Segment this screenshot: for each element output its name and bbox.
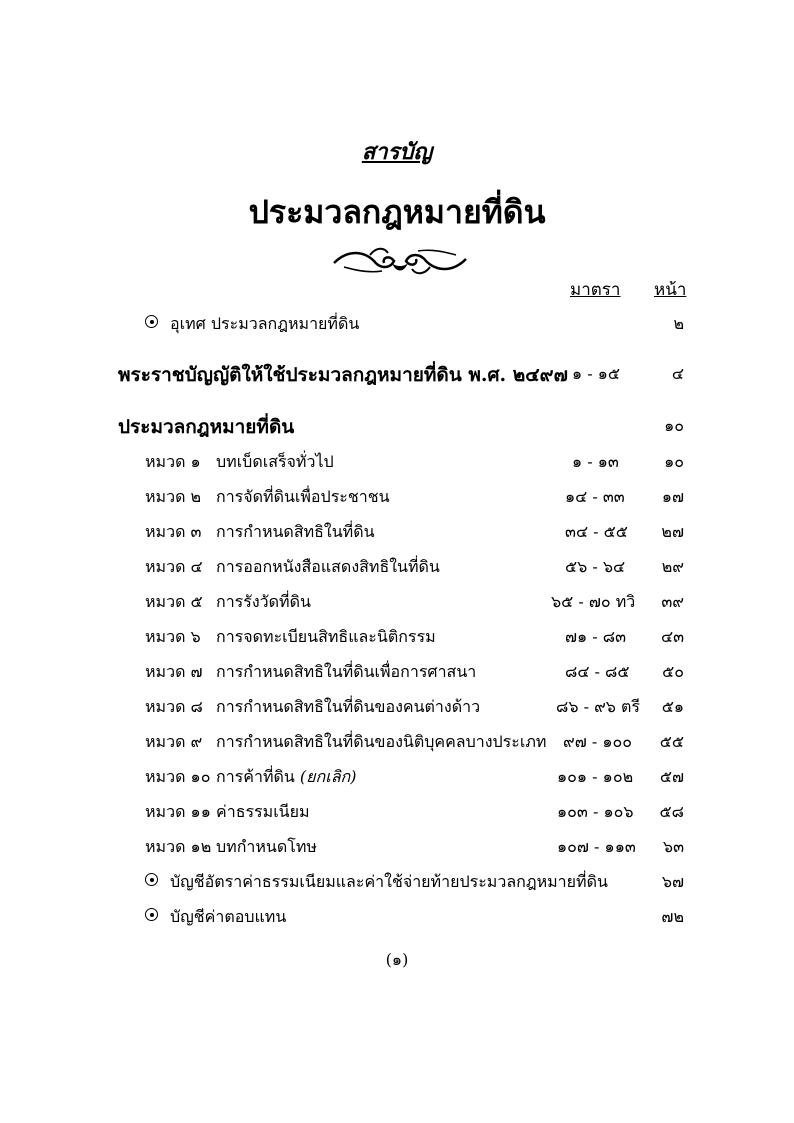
chapter-title: การกำหนดสิทธิในที่ดินของคนต่างด้าว xyxy=(216,697,481,716)
chapter-number: หมวด ๘ xyxy=(145,697,203,716)
chapter-number: หมวด ๗ xyxy=(145,662,203,681)
chapter-page: ๕๗ xyxy=(659,767,684,786)
chapter-page: ๒๙ xyxy=(661,557,684,576)
toc-chapter-row[interactable] xyxy=(0,765,794,791)
entry-title: ประมวลกฎหมายที่ดิน xyxy=(118,416,295,438)
chapter-number: หมวด ๑ xyxy=(145,452,201,471)
toc-entry-appendix[interactable] xyxy=(0,905,794,931)
chapter-title: การจัดที่ดินเพื่อประชาชน xyxy=(216,487,390,506)
chapter-page: ๑๐ xyxy=(664,452,684,471)
chapter-number: หมวด ๑๐ xyxy=(145,767,211,786)
entry-title: อุเทศ ประมวลกฎหมายที่ดิน xyxy=(170,314,360,333)
entry-page: ๖๗ xyxy=(661,872,684,891)
toc-chapter-row[interactable] xyxy=(0,590,794,616)
toc-chapter-row[interactable] xyxy=(0,450,794,476)
chapter-page: ๒๗ xyxy=(661,522,684,541)
chapter-sections: ๓๔ - ๕๕ xyxy=(565,522,628,541)
page-number: (๑) xyxy=(385,950,409,969)
toc-chapter-row[interactable] xyxy=(0,625,794,651)
scroll-ornament-icon xyxy=(330,243,470,279)
toc-chapter-row[interactable] xyxy=(0,520,794,546)
circle-dot-icon xyxy=(145,315,158,328)
toc-chapter-row[interactable] xyxy=(0,660,794,686)
toc-entry-code[interactable] xyxy=(0,412,794,438)
chapter-sections: ๙๗ - ๑๐๐ xyxy=(563,732,633,751)
chapter-sections: ๗๑ - ๘๓ xyxy=(565,627,627,646)
entry-page: ๒ xyxy=(673,314,684,333)
entry-page: ๔ xyxy=(671,364,684,383)
chapter-title xyxy=(216,765,356,790)
entry-page: ๑๐ xyxy=(664,416,684,435)
chapter-page: ๕๑ xyxy=(661,697,684,716)
chapter-number: หมวด ๑๒ xyxy=(145,837,212,856)
chapter-page: ๓๙ xyxy=(661,592,684,611)
column-header-section: มาตรา xyxy=(570,280,621,300)
circle-dot-icon xyxy=(145,873,158,886)
toc-chapter-row[interactable] xyxy=(0,800,794,826)
entry-sections: ๑ - ๑๕ xyxy=(572,364,620,383)
chapter-page: ๕๐ xyxy=(662,662,684,681)
chapter-number: หมวด ๒ xyxy=(145,487,202,506)
toc-chapter-row[interactable] xyxy=(0,555,794,581)
chapter-sections: ๖๕ - ๗๐ ทวิ xyxy=(551,592,636,611)
chapter-sections: ๘๔ - ๘๕ xyxy=(565,662,630,681)
chapter-number: หมวด ๕ xyxy=(145,592,203,611)
chapter-sections: ๕๖ - ๖๔ xyxy=(565,557,626,576)
chapter-number: หมวด ๓ xyxy=(145,522,202,541)
chapter-sections: ๑๔ - ๓๓ xyxy=(565,487,625,506)
toc-chapter-row[interactable] xyxy=(0,485,794,511)
toc-entry-act[interactable] xyxy=(0,360,794,386)
chapter-page: ๖๓ xyxy=(662,837,684,856)
entry-title: พระราชบัญญัติให้ใช้ประมวลกฎหมายที่ดิน พ.ศ. ๒๔๙๗ xyxy=(118,364,568,386)
chapter-number: หมวด ๑๑ xyxy=(145,802,211,821)
chapter-sections: ๑๐๑ - ๑๐๒ xyxy=(557,767,634,786)
toc-heading: สารบัญ xyxy=(361,139,433,165)
entry-title: บัญชีอัตราค่าธรรมเนียมและค่าใช้จ่ายท้ายประมวลกฎหมายที่ดิน xyxy=(170,872,608,891)
chapter-sections: ๘๖ - ๙๖ ตรี xyxy=(556,697,641,716)
document-title: ประมวลกฎหมายที่ดิน xyxy=(248,193,546,231)
chapter-page: ๕๕ xyxy=(659,732,684,751)
chapter-title: บทกำหนดโทษ xyxy=(216,837,317,856)
chapter-title: การกำหนดสิทธิในที่ดินเพื่อการศาสนา xyxy=(216,662,477,681)
chapter-sections: ๑๐๓ - ๑๐๖ xyxy=(557,802,634,821)
chapter-number: หมวด ๙ xyxy=(145,732,203,751)
chapter-number: หมวด ๔ xyxy=(145,557,203,576)
toc-entry-preface[interactable] xyxy=(0,312,794,338)
chapter-number: หมวด ๖ xyxy=(145,627,201,646)
toc-chapter-row[interactable] xyxy=(0,835,794,861)
toc-entry-appendix[interactable] xyxy=(0,870,794,896)
entry-title: บัญชีค่าตอบแทน xyxy=(170,907,287,926)
toc-chapter-row[interactable] xyxy=(0,730,794,756)
entry-page: ๗๒ xyxy=(661,907,684,926)
chapter-title: การกำหนดสิทธิในที่ดินของนิติบุคคลบางประเภท xyxy=(216,732,547,751)
chapter-page: ๑๗ xyxy=(661,487,684,506)
chapter-title: ค่าธรรมเนียม xyxy=(216,802,310,821)
chapter-title: การจดทะเบียนสิทธิและนิติกรรม xyxy=(216,627,436,646)
chapter-sections: ๑ - ๑๓ xyxy=(572,452,619,471)
circle-dot-icon xyxy=(145,908,158,921)
chapter-repealed-note: (ยกเลิก) xyxy=(299,767,357,786)
chapter-title-text: การค้าที่ดิน xyxy=(216,767,295,786)
toc-chapter-row[interactable] xyxy=(0,695,794,721)
column-header-page: หน้า xyxy=(654,280,687,300)
chapter-title: การกำหนดสิทธิในที่ดิน xyxy=(216,522,375,541)
chapter-page: ๔๓ xyxy=(660,627,684,646)
chapter-title: บทเบ็ดเสร็จทั่วไป xyxy=(216,452,334,471)
chapter-title: การรังวัดที่ดิน xyxy=(216,592,311,611)
chapter-sections: ๑๐๗ - ๑๑๓ xyxy=(557,837,636,856)
chapter-page: ๕๘ xyxy=(659,802,684,821)
chapter-title: การออกหนังสือแสดงสิทธิในที่ดิน xyxy=(216,557,440,576)
